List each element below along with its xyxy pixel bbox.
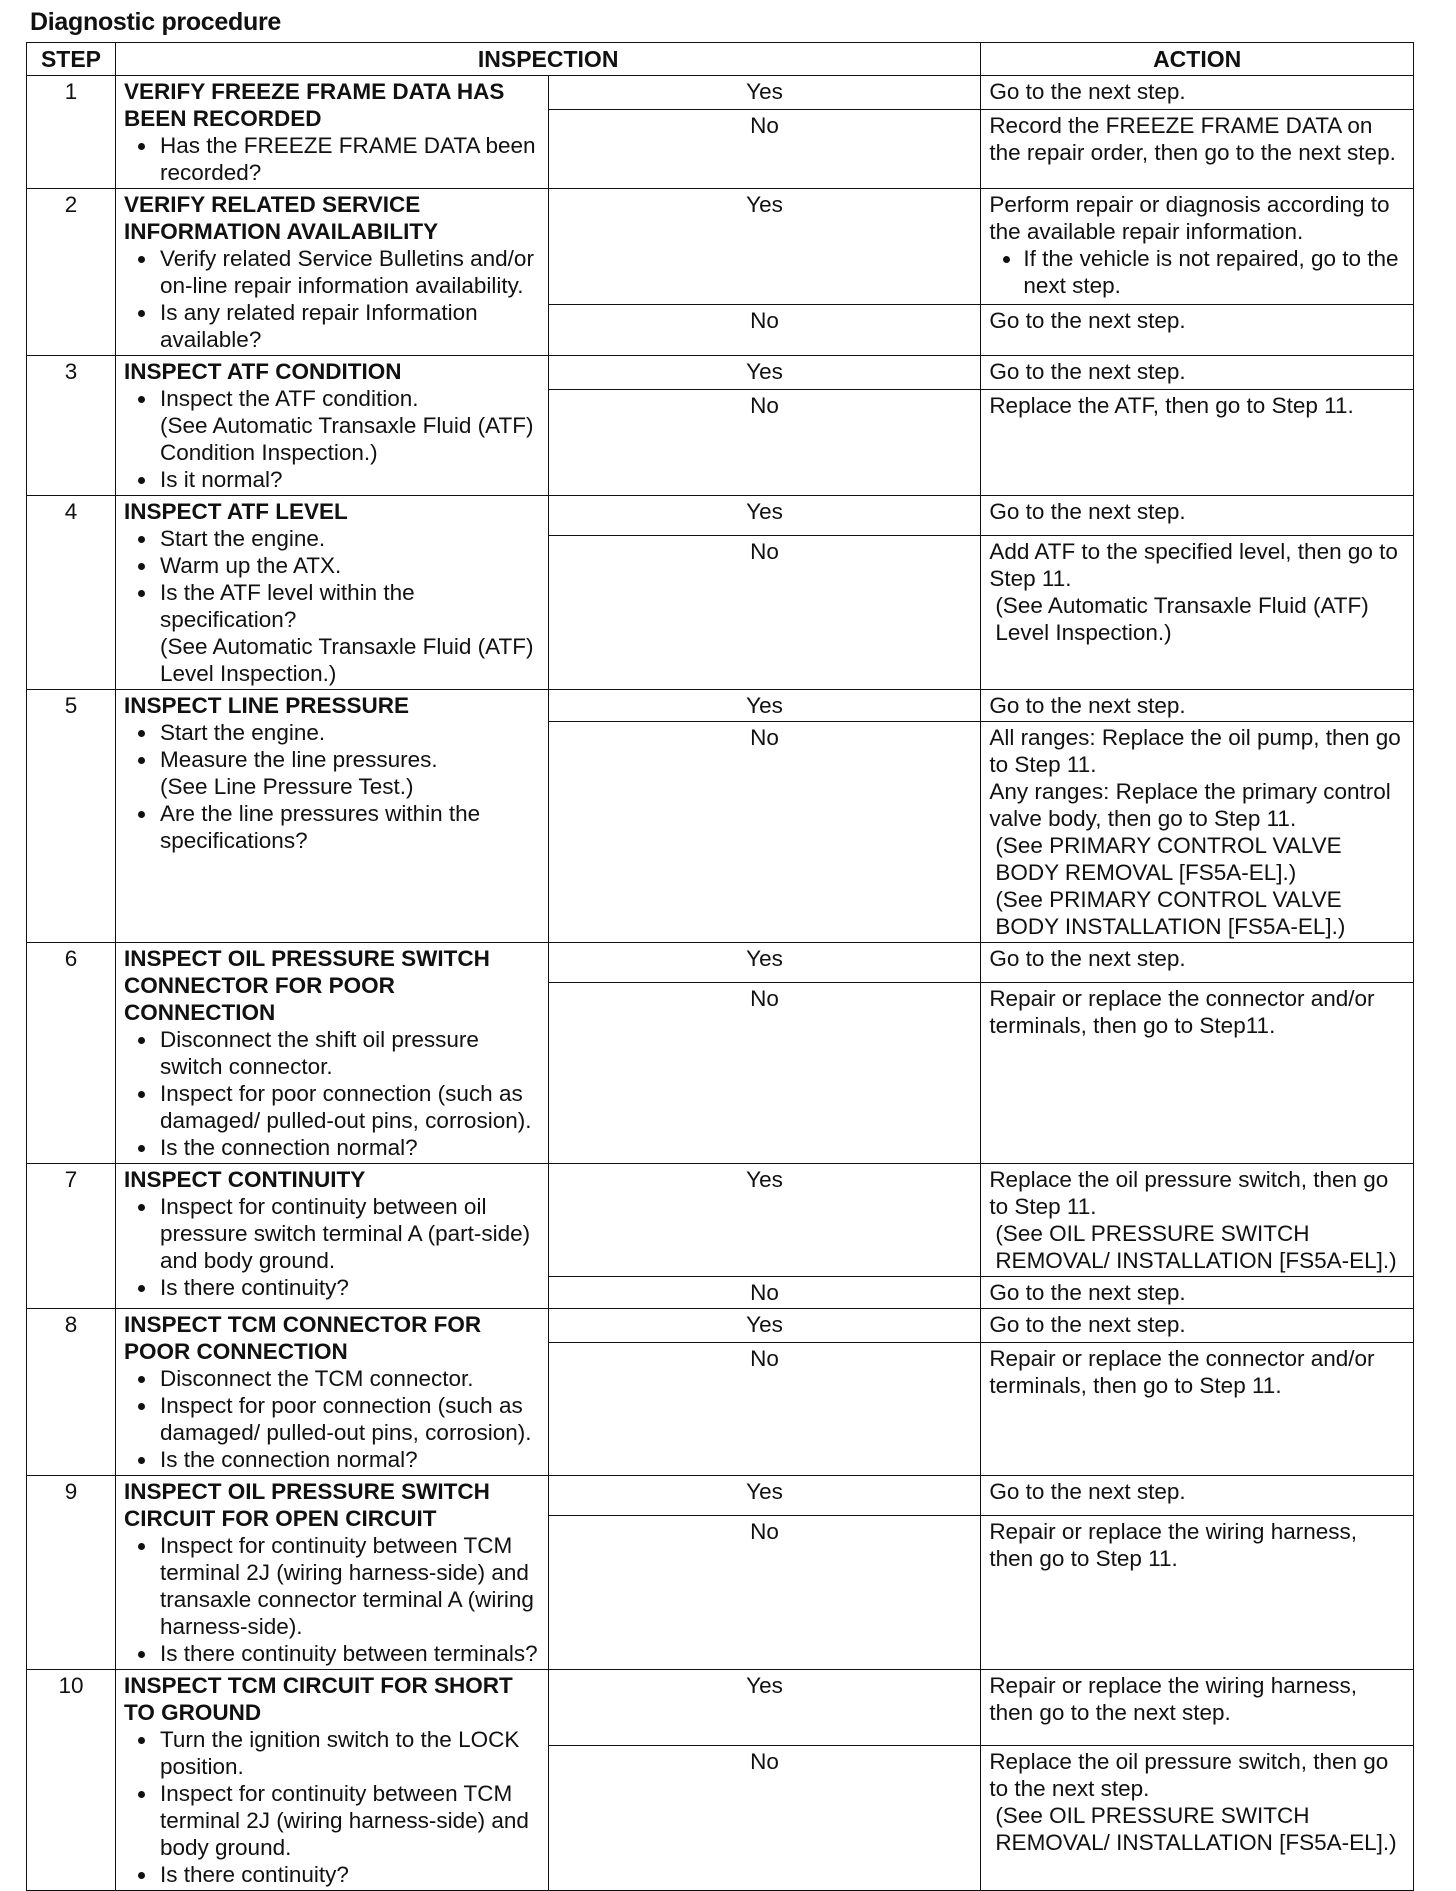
action-text: (See OIL PRESSURE SWITCH REMOVAL/ INSTALLATION [FS5A-EL].) <box>995 1802 1397 1855</box>
inspection-title: INSPECT ATF LEVEL <box>124 499 348 524</box>
action-text: Repair or replace the connector and/or terminals, then go to Step 11. <box>989 1346 1375 1399</box>
inspection-cell <box>116 690 549 943</box>
inspection-cell <box>116 1164 549 1309</box>
inspection-bullet: • Inspect for continuity between oil pressure switch terminal A (part-side) and body ground. <box>158 1193 542 1274</box>
action-text: Add ATF to the specified level, then go to Step 11. <box>989 538 1398 591</box>
table-row <box>27 1309 1414 1343</box>
inspection-bullets <box>124 1365 542 1473</box>
answer-label: No <box>548 1343 981 1476</box>
diagnostic-procedure-table <box>26 42 1414 1891</box>
step-number: 6 <box>27 943 116 1164</box>
inspection-bullets <box>124 719 542 854</box>
answer-label: Yes <box>548 1476 981 1516</box>
inspection-bullet: • Is the connection normal? <box>158 1134 542 1161</box>
inspection-bullet: • Is the connection normal? <box>158 1446 542 1473</box>
inspection-cell <box>116 189 549 356</box>
inspection-bullet: • Is the ATF level within the specification? (See Automatic Transaxle Fluid (ATF) Level Inspection.) <box>158 579 542 687</box>
header-action: ACTION <box>981 43 1414 76</box>
answer-label: No <box>548 535 981 689</box>
inspection-title: INSPECT TCM CONNECTOR FOR POOR CONNECTION <box>124 1312 482 1364</box>
action-cell <box>981 1670 1414 1746</box>
answer-label: No <box>548 110 981 189</box>
inspection-title: INSPECT OIL PRESSURE SWITCH CONNECTOR FOR POOR CONNECTION <box>124 946 490 1025</box>
action-text: Repair or replace the connector and/or terminals, then go to Step11. <box>989 985 1375 1038</box>
answer-label: No <box>548 722 981 943</box>
step-number: 4 <box>27 496 116 690</box>
answer-label: No <box>548 304 981 355</box>
answer-label: No <box>548 982 981 1163</box>
answer-label: No <box>548 390 981 496</box>
inspection-bullet: • Turn the ignition switch to the LOCK position. <box>158 1726 542 1780</box>
table-row <box>27 76 1414 110</box>
action-text: Record the FREEZE FRAME DATA on the repair order, then go to the next step. <box>989 113 1396 166</box>
action-bullet: • If the vehicle is not repaired, go to the next step. <box>1023 245 1407 299</box>
step-number: 2 <box>27 189 116 356</box>
action-cell <box>981 722 1414 943</box>
table-row <box>27 496 1414 536</box>
table-header-row <box>27 43 1414 76</box>
inspection-cell <box>116 1670 549 1891</box>
action-text: Perform repair or diagnosis according to the available repair information. <box>989 192 1390 244</box>
answer-label: Yes <box>548 189 981 305</box>
inspection-bullets <box>124 525 542 687</box>
action-text: Go to the next step. <box>989 693 1186 718</box>
action-text: (See OIL PRESSURE SWITCH REMOVAL/ INSTALLATION [FS5A-EL].) <box>995 1221 1397 1273</box>
action-text: Go to the next step. <box>989 307 1186 333</box>
action-text: Go to the next step. <box>989 1479 1186 1504</box>
inspection-bullet: • Verify related Service Bulletins and/or on-line repair information availability. <box>158 245 542 299</box>
action-text: Replace the ATF, then go to Step 11. <box>989 393 1354 419</box>
inspection-bullet: • Is there continuity? <box>158 1861 542 1888</box>
inspection-cell <box>116 76 549 189</box>
inspection-title: VERIFY FREEZE FRAME DATA HAS BEEN RECORDED <box>124 79 505 131</box>
inspection-bullet: • Inspect the ATF condition. (See Automatic Transaxle Fluid (ATF) Condition Inspection.) <box>158 385 542 466</box>
action-text: Replace the oil pressure switch, then go to Step 11. <box>989 1167 1389 1219</box>
table-row <box>27 1670 1414 1746</box>
inspection-bullet: • Warm up the ATX. <box>158 552 542 579</box>
inspection-bullets <box>124 132 542 186</box>
inspection-bullet: • Start the engine. <box>158 719 542 746</box>
answer-label: Yes <box>548 943 981 983</box>
action-text: Go to the next step. <box>989 946 1186 971</box>
inspection-bullet: • Has the FREEZE FRAME DATA been recorded? <box>158 132 542 186</box>
step-number: 10 <box>27 1670 116 1891</box>
action-cell <box>981 304 1414 355</box>
action-cell <box>981 1277 1414 1309</box>
action-text: Repair or replace the wiring harness, then go to Step 11. <box>989 1518 1357 1571</box>
answer-label: Yes <box>548 1309 981 1343</box>
answer-label: No <box>548 1277 981 1309</box>
inspection-bullet: • Is any related repair Information available? <box>158 299 542 353</box>
action-text: (See PRIMARY CONTROL VALVE BODY REMOVAL [FS5A-EL].) <box>995 833 1342 885</box>
inspection-title: INSPECT CONTINUITY <box>124 1167 366 1192</box>
step-number: 8 <box>27 1309 116 1476</box>
inspection-bullets <box>124 1026 542 1161</box>
table-row <box>27 1164 1414 1277</box>
answer-label: Yes <box>548 1670 981 1746</box>
inspection-cell <box>116 496 549 690</box>
action-text: Go to the next step. <box>989 1280 1186 1305</box>
action-text: Go to the next step. <box>989 499 1186 524</box>
table-row <box>27 189 1414 305</box>
inspection-cell <box>116 1476 549 1670</box>
action-cell <box>981 1476 1414 1516</box>
action-text: All ranges: Replace the oil pump, then go to Step 11. <box>989 725 1401 777</box>
answer-label: Yes <box>548 76 981 110</box>
step-number: 3 <box>27 356 116 496</box>
step-number: 5 <box>27 690 116 943</box>
table-row <box>27 1476 1414 1516</box>
document-title: Diagnostic procedure <box>30 8 281 36</box>
header-step: STEP <box>27 43 116 76</box>
table-row <box>27 356 1414 390</box>
action-cell <box>981 1164 1414 1277</box>
step-number: 9 <box>27 1476 116 1670</box>
inspection-cell <box>116 1309 549 1476</box>
inspection-bullet: • Disconnect the TCM connector. <box>158 1365 542 1392</box>
inspection-bullets <box>124 1532 542 1667</box>
inspection-title: INSPECT LINE PRESSURE <box>124 693 410 718</box>
action-cell <box>981 690 1414 722</box>
action-text: Replace the oil pressure switch, then go to the next step. <box>989 1748 1389 1801</box>
action-text: (See Automatic Transaxle Fluid (ATF) Level Inspection.) <box>995 592 1369 645</box>
action-text: Go to the next step. <box>989 79 1186 104</box>
table-row <box>27 690 1414 722</box>
inspection-bullet: • Start the engine. <box>158 525 542 552</box>
action-cell <box>981 76 1414 110</box>
action-bullets <box>989 245 1407 299</box>
action-cell <box>981 1343 1414 1476</box>
answer-label: No <box>548 1515 981 1669</box>
inspection-bullet: • Inspect for poor connection (such as damaged/ pulled-out pins, corrosion). <box>158 1392 542 1446</box>
inspection-bullet: • Disconnect the shift oil pressure switch connector. <box>158 1026 542 1080</box>
action-text: Repair or replace the wiring harness, then go to the next step. <box>989 1673 1357 1725</box>
action-text: Go to the next step. <box>989 1312 1186 1337</box>
inspection-bullet: • Is there continuity between terminals? <box>158 1640 542 1667</box>
action-cell <box>981 390 1414 496</box>
action-cell <box>981 1309 1414 1343</box>
step-number: 7 <box>27 1164 116 1309</box>
action-cell <box>981 535 1414 689</box>
answer-label: Yes <box>548 356 981 390</box>
inspection-title: VERIFY RELATED SERVICE INFORMATION AVAILABILITY <box>124 192 439 244</box>
answer-label: Yes <box>548 496 981 536</box>
action-cell <box>981 1515 1414 1669</box>
inspection-bullet: • Inspect for poor connection (such as damaged/ pulled-out pins, corrosion). <box>158 1080 542 1134</box>
inspection-bullets <box>124 1193 542 1301</box>
answer-label: Yes <box>548 1164 981 1277</box>
action-cell <box>981 943 1414 983</box>
inspection-cell <box>116 356 549 496</box>
header-inspection: INSPECTION <box>116 43 981 76</box>
inspection-bullet: • Inspect for continuity between TCM terminal 2J (wiring harness-side) and transaxle connector terminal A (wiring harness-side). <box>158 1532 542 1640</box>
inspection-cell <box>116 943 549 1164</box>
inspection-bullets <box>124 245 542 353</box>
inspection-title: INSPECT OIL PRESSURE SWITCH CIRCUIT FOR OPEN CIRCUIT <box>124 1479 490 1531</box>
inspection-bullet: • Are the line pressures within the specifications? <box>158 800 542 854</box>
action-cell <box>981 1745 1414 1890</box>
action-text: Any ranges: Replace the primary control valve body, then go to Step 11. <box>989 779 1391 831</box>
inspection-bullet: • Is there continuity? <box>158 1274 542 1301</box>
action-text: Go to the next step. <box>989 359 1186 384</box>
action-cell <box>981 110 1414 189</box>
action-text: (See PRIMARY CONTROL VALVE BODY INSTALLATION [FS5A-EL].) <box>995 887 1346 939</box>
inspection-bullet: • Measure the line pressures. (See Line Pressure Test.) <box>158 746 542 800</box>
answer-label: No <box>548 1745 981 1890</box>
step-number: 1 <box>27 76 116 189</box>
answer-label: Yes <box>548 690 981 722</box>
inspection-bullet: • Inspect for continuity between TCM terminal 2J (wiring harness-side) and body ground. <box>158 1780 542 1861</box>
inspection-title: INSPECT TCM CIRCUIT FOR SHORT TO GROUND <box>124 1673 513 1725</box>
action-cell <box>981 982 1414 1163</box>
action-cell <box>981 356 1414 390</box>
inspection-title: INSPECT ATF CONDITION <box>124 359 402 384</box>
inspection-bullets <box>124 385 542 493</box>
inspection-bullets <box>124 1726 542 1888</box>
inspection-bullet: • Is it normal? <box>158 466 542 493</box>
table-body <box>27 76 1414 1891</box>
table-row <box>27 943 1414 983</box>
action-cell <box>981 496 1414 536</box>
action-cell <box>981 189 1414 305</box>
